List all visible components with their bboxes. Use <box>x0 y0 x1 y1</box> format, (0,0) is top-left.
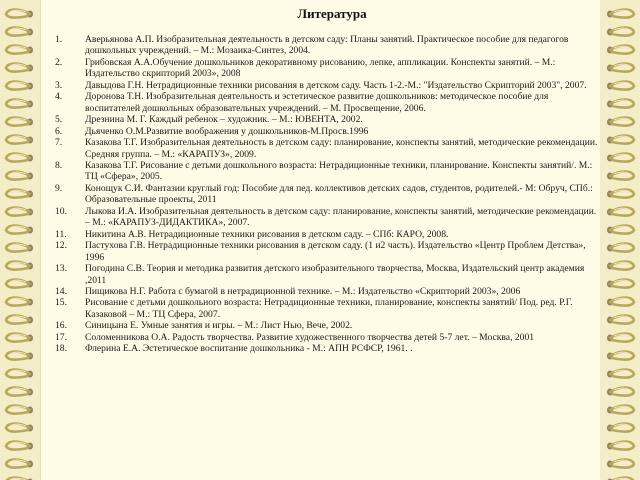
reference-number: 18. <box>55 343 67 355</box>
reference-number: 13. <box>55 263 67 275</box>
reference-item <box>55 57 603 80</box>
binding-ring <box>607 298 634 306</box>
reference-item <box>55 183 603 206</box>
binding-ring <box>607 388 634 396</box>
reference-number: 3. <box>55 79 63 91</box>
binding-ring <box>6 352 33 360</box>
binding-ring <box>6 82 33 90</box>
binding-ring <box>6 136 33 144</box>
reference-item <box>55 137 603 160</box>
binding-ring <box>6 406 33 414</box>
binding-ring <box>607 316 634 324</box>
binding-ring <box>6 28 33 36</box>
binding-ring <box>6 226 33 234</box>
binding-ring <box>6 424 33 432</box>
reference-text: Казакова Т.Г. Изобразительная деятельность в детском саду: планирование, конспекты занятий, методические рекомендации. Средняя группа. – М.: «КАРАПУЗ», 2009. <box>85 137 598 160</box>
binding-ring <box>607 370 634 378</box>
reference-item <box>55 126 603 137</box>
binding-ring <box>6 244 33 252</box>
reference-number: 6. <box>55 125 63 137</box>
reference-item <box>55 34 603 57</box>
reference-text: Аверьянова А.П. Изобразительная деятельность в детском саду: Планы занятий. Практическое пособие для педагогов дошкольных учреждений. – М.: Мозаика-Синтез, 2004. <box>85 34 569 57</box>
reference-item <box>55 160 603 183</box>
spiral-rings-icon <box>0 0 40 480</box>
binding-ring <box>6 154 33 162</box>
binding-ring <box>607 424 634 432</box>
notebook-page <box>40 0 604 480</box>
reference-text: Давыдова Г.Н. Нетрадиционные техники рисования в детском саду. Часть 1-2.-М.: "Издательство Скрипторий 2003", 2007. <box>85 79 587 91</box>
reference-item <box>55 332 603 343</box>
reference-number: 16. <box>55 320 67 332</box>
binding-ring <box>607 10 634 18</box>
binding-ring <box>607 406 634 414</box>
reference-text: Дьяченко О.М.Развитие воображения у дошкольников-М.Просв.1996 <box>85 125 369 137</box>
binding-ring <box>6 370 33 378</box>
binding-ring <box>607 82 634 90</box>
binding-ring <box>607 154 634 162</box>
reference-item <box>55 206 603 229</box>
reference-item <box>55 114 603 125</box>
binding-ring <box>607 118 634 126</box>
reference-number: 7. <box>55 137 63 149</box>
reference-item <box>55 343 603 354</box>
binding-ring <box>6 46 33 54</box>
reference-item <box>55 286 603 297</box>
binding-ring <box>607 352 634 360</box>
reference-text: Грибовская А.А.Обучение дошкольников декоративному рисованию, лепке, аппликации. Конспекты занятий. – М.: Издательство скрипторий 2003», 2008 <box>85 56 556 80</box>
reference-number: 9. <box>55 182 63 194</box>
binding-rings-left <box>0 0 40 480</box>
binding-ring <box>6 388 33 396</box>
reference-number: 1. <box>55 34 63 45</box>
binding-ring <box>607 262 634 270</box>
binding-ring <box>6 100 33 108</box>
reference-number: 4. <box>55 91 63 103</box>
binding-ring <box>6 298 33 306</box>
binding-ring <box>6 334 33 342</box>
binding-rings-right <box>600 0 640 480</box>
page-title: Литература <box>297 6 367 21</box>
binding-ring <box>607 460 634 468</box>
reference-number: 5. <box>55 114 63 126</box>
reference-item <box>55 240 603 263</box>
binding-ring <box>6 10 33 18</box>
reference-list <box>55 34 603 355</box>
binding-ring <box>607 244 634 252</box>
binding-ring <box>6 280 33 288</box>
binding-ring <box>6 442 33 450</box>
binding-ring <box>607 208 634 216</box>
reference-text: Конощук С.И. Фантазии круглый год: Пособие для пед. коллективов детских садов, студентов, родителей.- М: Обруч, СПб.: Образовательные проекты, 2011 <box>85 182 593 206</box>
binding-ring <box>607 442 634 450</box>
reference-text: Пастухова Г.В. Нетрадиционные техники рисования в детском саду. (1 и2 часть). Издательство «Центр Проблем Детства», 1996 <box>85 240 586 263</box>
reference-number: 15. <box>55 297 67 309</box>
reference-number: 14. <box>55 285 67 297</box>
reference-item <box>55 229 603 240</box>
binding-ring <box>6 64 33 72</box>
reference-item <box>55 320 603 331</box>
reference-item <box>55 297 603 320</box>
binding-ring <box>607 226 634 234</box>
binding-ring <box>607 334 634 342</box>
binding-ring <box>6 118 33 126</box>
binding-ring <box>607 190 634 198</box>
binding-ring <box>607 136 634 144</box>
binding-ring <box>607 46 634 54</box>
binding-ring <box>6 172 33 180</box>
binding-ring <box>6 190 33 198</box>
reference-text: Синицына Е. Умные занятия и игры. – М.: Лист Нью, Вече, 2002. <box>85 320 353 332</box>
binding-ring <box>6 262 33 270</box>
reference-text: Рисование с детьми дошкольного возраста: Нетрадиционные техники, планирование, конспекты занятий/ Под. ред. Р.Г. Казаковой – М.: ТЦ Сфера, 2007. <box>85 297 573 320</box>
reference-text: Никитина А.В. Нетрадиционные техники рисования в детском саду. – СПб: КАРО, 2008. <box>85 228 449 240</box>
binding-ring <box>6 208 33 216</box>
reference-number: 10. <box>55 205 67 217</box>
binding-ring <box>607 64 634 72</box>
reference-text: Пищикова Н.Г. Работа с бумагой в нетрадиционной технике. – М.: Издательство «Скрипторий 2003», 2006 <box>85 285 521 297</box>
binding-ring <box>607 172 634 180</box>
reference-text: Лыкова И.А. Изобразительная деятельность в детском саду: планирование, конспекты занятий, методические рекомендации. – М.: «КАРАПУЗ-ДИДАКТИКА», 2007. <box>85 205 597 229</box>
reference-item <box>55 80 603 91</box>
reference-text: Казакова Т.Г. Рисование с детьми дошкольного возраста: Нетрадиционные техники, планирование. Конспекты занятий/. М.: ТЦ «Сфера», 2005. <box>85 159 593 183</box>
reference-text: Флерина Е.А. Эстетическое воспитание дошкольника - М.: АПН РСФСР, 1961. . <box>85 343 413 355</box>
reference-number: 2. <box>55 56 63 68</box>
binding-ring <box>607 28 634 36</box>
reference-number: 17. <box>55 331 67 343</box>
reference-item <box>55 263 603 286</box>
binding-ring <box>607 100 634 108</box>
reference-number: 12. <box>55 240 67 252</box>
binding-ring <box>6 316 33 324</box>
reference-text: Погодина С.В. Теория и методика развития детского изобразительного творчества, Москва, Издательский центр академия ,2011 <box>85 263 585 286</box>
reference-item <box>55 91 603 114</box>
spiral-rings-icon <box>600 0 640 480</box>
reference-number: 8. <box>55 159 63 171</box>
binding-ring <box>607 280 634 288</box>
reference-text: Дрезнина М. Г. Каждый ребенок – художник. – М.: ЮВЕНТА, 2002. <box>85 114 363 126</box>
reference-text: Доронова Т.Н. Изобразительная деятельность и эстетическое развитие дошкольников: методическое пособие для воспитателей дошкольных образовательных учреждений. – М. Просвещение, 2006. <box>85 91 549 114</box>
reference-number: 11. <box>55 228 67 240</box>
reference-text: Соломенникова О.А. Радость творчества. Развитие художественного творчества детей 5-7 лет. – Москва, 2001 <box>85 331 535 343</box>
binding-ring <box>6 460 33 468</box>
